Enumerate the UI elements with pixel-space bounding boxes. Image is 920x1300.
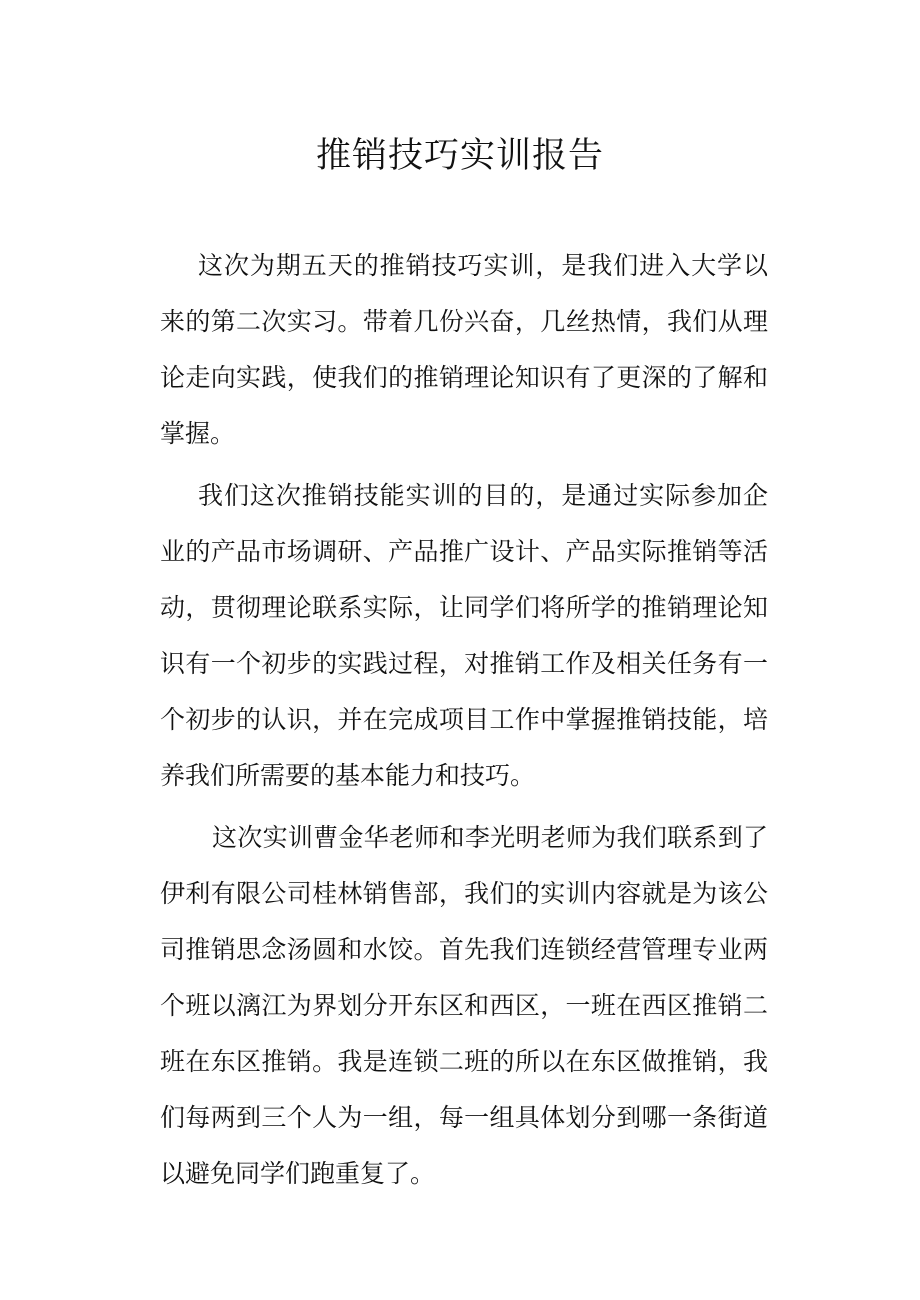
paragraph-2: 我们这次推销技能实训的目的，是通过实际参加企业的产品市场调研、产品推广设计、产品实际推销等活动，贯彻理论联系实际，让同学们将所学的推销理论知识有一个初步的实践过程，对推销工作及相关任务有一个初步的认识，并在完成项目工作中掌握推销技能，培养我们所需要的基本能力和技巧。 (160, 481, 768, 790)
paragraph-1: 这次为期五天的推销技巧实训，是我们进入大学以来的第二次实习。带着几份兴奋，几丝热情，我们从理论走向实践，使我们的推销理论知识有了更深的了解和掌握。 (160, 251, 768, 448)
paragraph-3: 这次实训曹金华老师和李光明老师为我们联系到了伊利有限公司桂林销售部，我们的实训内容就是为该公司推销思念汤圆和水饺。首先我们连锁经营管理专业两个班以漓江为界划分开东区和西区，一班在西区推销二班在东区推销。我是连锁二班的所以在东区做推销，我们每两到三个人为一组，每一组具体划分到哪一条街道以避免同学们跑重复了。 (160, 823, 768, 1188)
document-body (160, 238, 768, 1208)
document-title: 推销技巧实训报告 (315, 136, 604, 176)
